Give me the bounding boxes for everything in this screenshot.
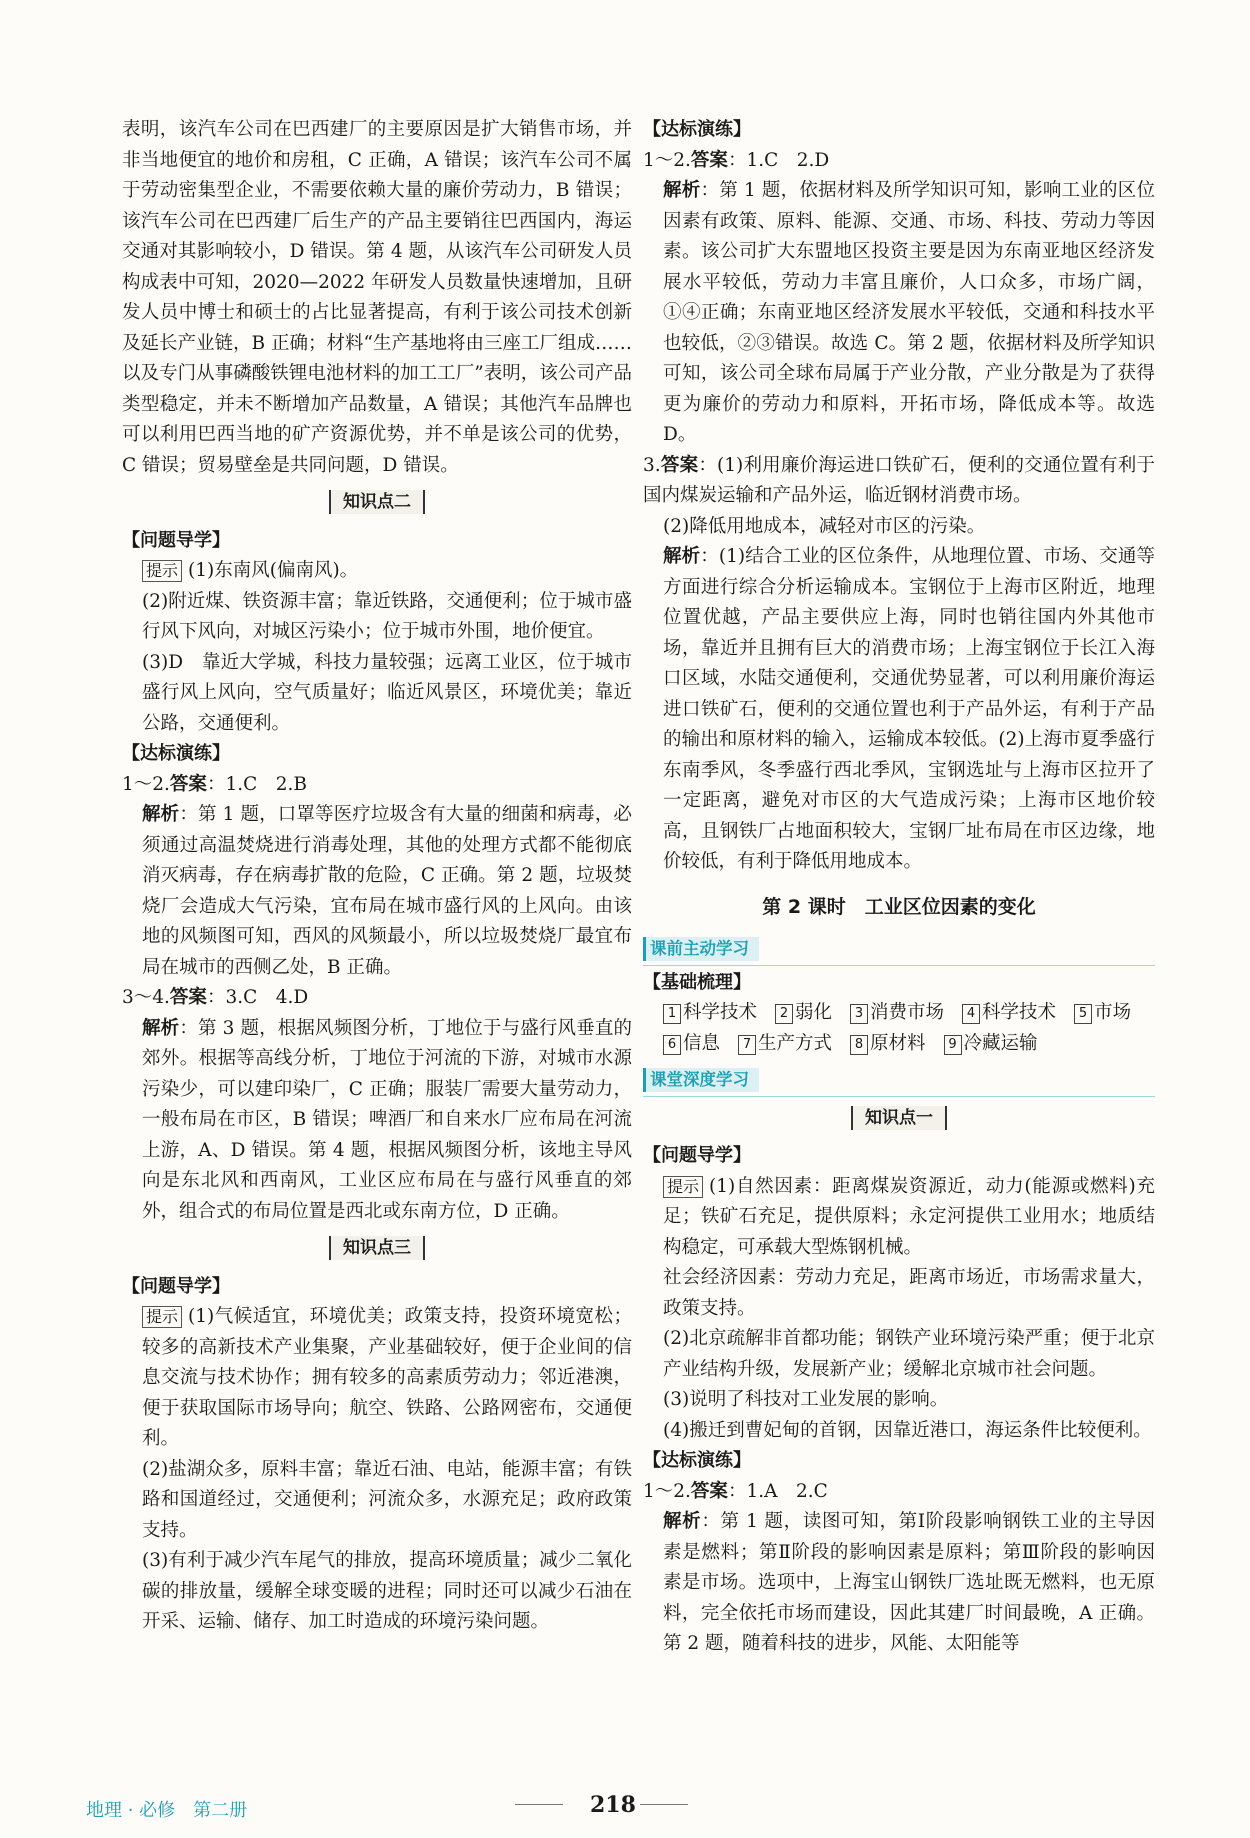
answer-text: ：3.C 4.D: [206, 987, 309, 1008]
explanation-text: ：第 1 题，依据材料及所学知识可知，影响工业的区位因素有政策、原料、能源、交通、市场、科技、劳动力等因素。该公司扩大东盟地区投资主要是因为东南亚地区经济发展水平较低，劳动力丰富且廉价，人口众多，市场广阔，①④正确；东南亚地区经济发展水平较低，交通和科技水平也较低，②③错误。故选 C。第 2 题，依据材料及所学知识可知，该公司全球布局属于产业分散，产业分散是为了获得更为廉价的劳动力和原料，开拓市场，降低成本等。故选 D。: [663, 180, 1155, 445]
fill-in-item: [850, 998, 944, 1029]
item-text: 冷藏运输: [963, 1032, 1038, 1054]
tip-text: (1)气候适宜，环境优美；政策支持，投资环境宽松；较多的高新技术产业集聚，产业基础较好，便于企业间的信息交流与技术协作；拥有较多的高素质劳动力；邻近港澳，便于获取国际市场导向；航空、铁路、公路网密布，交通便利。: [142, 1306, 632, 1449]
explanation-label: 解析: [142, 804, 180, 825]
item-number-box: 9: [944, 1035, 962, 1055]
fill-in-answers: [643, 998, 1155, 1059]
section-band-label: 课堂深度学习: [643, 1068, 759, 1092]
item-number-box: 3: [850, 1004, 868, 1024]
tip-paragraph: [122, 556, 632, 587]
item-number-box: 6: [663, 1035, 681, 1055]
explanation: [122, 800, 632, 983]
knowledge-point-label: 知识点一: [851, 1106, 947, 1130]
answer-text: ：1.A 2.C: [727, 1480, 828, 1502]
paragraph: (2)北京疏解非首都功能；钢铁产业环境污染严重；便于北京产业结构升级，发展新产业；缓解北京城市社会问题。: [663, 1328, 1155, 1380]
right-column: [643, 115, 1155, 1660]
explanation-label: 解析: [142, 1017, 180, 1039]
knowledge-point-label: 知识点三: [329, 1236, 425, 1260]
page-rule-left: [515, 1804, 563, 1805]
explanation-label: 解析: [663, 180, 701, 201]
item-text: 科学技术: [982, 1002, 1057, 1023]
paragraph: (2)降低用地成本，减轻对市区的污染。: [663, 515, 986, 537]
fill-in-item: [663, 1029, 720, 1060]
fill-in-item: [663, 998, 757, 1029]
explanation: [122, 1014, 632, 1228]
answer-line: [643, 1477, 1155, 1508]
answer-text: ：1.C 2.D: [727, 149, 830, 171]
answer-line: [122, 770, 632, 801]
answer-number: 1～2.: [643, 1480, 691, 1502]
section-heading: 【问题导学】: [122, 529, 230, 551]
section-heading: 【达标演练】: [643, 119, 751, 140]
answer-text: ：1.C 2.B: [206, 773, 307, 795]
left-column: [122, 115, 632, 1638]
answer-label: 答案: [660, 454, 699, 476]
paragraph: (3)D 靠近大学城，科技力量较强；远离工业区，位于城市盛行风上风向，空气质量好；临近风景区，环境优美；靠近公路，交通便利。: [142, 651, 632, 734]
section-band-label: 课前主动学习: [643, 937, 759, 961]
paragraph: (2)附近煤、铁资源丰富；靠近铁路，交通便利；位于城市盛行风下风向，对城区污染小；位于城市外围，地价便宜。: [142, 590, 632, 642]
answer-label: 答案: [690, 149, 728, 171]
item-text: 市场: [1094, 1002, 1132, 1023]
section-band: [643, 1065, 1155, 1097]
tip-paragraph: [122, 1302, 632, 1455]
section-heading: 【达标演练】: [122, 743, 230, 764]
item-text: 科学技术: [683, 1002, 758, 1023]
page-rule-right: [640, 1804, 688, 1805]
item-number-box: 5: [1074, 1004, 1092, 1024]
knowledge-point-heading: [122, 487, 632, 518]
paragraph: 表明，该汽车公司在巴西建厂的主要原因是扩大销售市场，并非当地便宜的地价和房租，C 正确，A 错误；该汽车公司不属于劳动密集型企业，不需要依赖大量的廉价劳动力，B 错误；该汽车公司在巴西建厂后生产的产品主要销往巴西国内，海运交通对其影响较小，D 错误。第 4 题，从该汽车公司研发人员构成表中可知，2020—2022 年研发人员数量快速增加，且研发人员中博士和硕士的占比显著提高，有利于该公司技术创新及延长产业链，B 正确；材料“生产基地将由三座工厂组成……以及专门从事磷酸铁锂电池材料的加工工厂”表明，该公司产品类型稳定，并未不断增加产品数量，A 错误；其他汽车品牌也可以利用巴西当地的矿产资源优势，并不单是该公司的优势，C 错误；贸易壁垒是共同问题，D 错误。: [122, 119, 632, 476]
paragraph: (2)盐湖众多，原料丰富；靠近石油、电站，能源丰富；有铁路和国道经过，交通便利；河流众多，水源充足；政府政策支持。: [142, 1458, 632, 1541]
answer-label: 答案: [169, 987, 207, 1008]
item-number-box: 2: [775, 1004, 793, 1024]
paragraph: (3)说明了科技对工业发展的影响。: [663, 1389, 949, 1410]
paragraph: 社会经济因素：劳动力充足，距离市场近，市场需求量大，政策支持。: [663, 1267, 1155, 1319]
tip-label: 提示: [142, 560, 182, 582]
fill-in-item: [944, 1029, 1038, 1060]
item-number-box: 8: [850, 1035, 868, 1055]
paragraph: (3)有利于减少汽车尾气的排放，提高环境质量；减少二氧化碳的排放量，缓解全球变暖的进程；同时还可以减少石油在开采、运输、储存、加工时造成的环境污染问题。: [142, 1550, 632, 1632]
tip-label: 提示: [663, 1176, 703, 1198]
explanation: [643, 176, 1155, 451]
explanation-text: ：第 1 题，口罩等医疗垃圾含有大量的细菌和病毒，必须通过高温焚烧进行消毒处理，其他的处理方式都不能彻底消灭病毒，存在病毒扩散的危险，C 正确。第 2 题，垃圾焚烧厂会造成大气污染，宜布局在城市盛行风的上风向。由该地的风频图可知，西风的风频最小，所以垃圾焚烧厂最宜布局在城市的西侧乙处，B 正确。: [142, 804, 632, 978]
item-text: 消费市场: [870, 1002, 945, 1023]
tip-label: 提示: [142, 1306, 182, 1328]
answer-text: ：(1)利用廉价海运进口铁矿石，便利的交通位置有利于国内煤炭运输和产品外运，临近钢材消费市场。: [643, 454, 1155, 506]
explanation-label: 解析: [663, 546, 701, 567]
explanation-label: 解析: [663, 1511, 702, 1532]
section-band: [643, 934, 1155, 966]
answer-label: 答案: [169, 773, 207, 795]
item-text: 原材料: [870, 1032, 926, 1054]
explanation: [643, 1507, 1155, 1660]
item-text: 弱化: [795, 1002, 833, 1023]
section-heading: 【达标演练】: [643, 1450, 751, 1471]
lesson-title: 第 2 课时 工业区位因素的变化: [762, 895, 1036, 918]
fill-in-item: [738, 1029, 832, 1060]
answer-number: 3.: [643, 454, 661, 476]
section-heading: 【问题导学】: [122, 1275, 230, 1297]
answer-line: [643, 451, 1155, 512]
answer-line: [122, 983, 632, 1014]
item-number-box: 1: [663, 1004, 681, 1024]
item-number-box: 7: [738, 1035, 756, 1055]
knowledge-point-label: 知识点二: [329, 490, 425, 514]
answer-number: 1～2.: [122, 773, 170, 795]
item-number-box: 4: [962, 1004, 980, 1024]
answer-label: 答案: [690, 1480, 728, 1502]
paragraph: (4)搬迁到曹妃甸的首钢，因靠近港口，海运条件比较便利。: [663, 1419, 1152, 1441]
page-number: 218: [590, 1792, 636, 1818]
fill-in-item: [850, 1029, 926, 1060]
item-text: 信息: [683, 1032, 721, 1054]
fill-in-item: [775, 998, 832, 1029]
section-heading: 【基础梳理】: [643, 971, 751, 993]
book-title: 地理 · 必修 第二册: [86, 1800, 248, 1821]
knowledge-point-heading: [122, 1233, 632, 1264]
section-heading: 【问题导学】: [643, 1145, 751, 1166]
answer-number: 1～2.: [643, 149, 691, 171]
explanation: [643, 542, 1155, 878]
explanation-text: ：(1)结合工业的区位条件，从地理位置、市场、交通等方面进行综合分析运输成本。宝钢位于上海市区附近，地理位置优越，产品主要供应上海，同时也销往国内外其他市场，靠近并且拥有巨大的消费市场；上海宝钢位于长江入海口区域，水陆交通便利，交通优势显著，可以利用廉价海运进口铁矿石，便利的交通位置也利于产品外运，有利于产品的输出和原材料的输入，运输成本较低。(2)上海市夏季盛行东南季风，冬季盛行西北季风，宝钢选址与上海市区拉开了一定距离，避免对市区的大气造成污染；上海市区地价较高，且钢铁厂占地面积较大，宝钢厂址布局在市区边缘，地价较低，有利于降低用地成本。: [663, 546, 1155, 872]
tip-text: (1)自然因素：距离煤炭资源近，动力(能源或燃料)充足；铁矿石充足，提供原料；永定河提供工业用水；地质结构稳定，可承载大型炼钢机械。: [663, 1175, 1155, 1258]
answer-number: 3～4.: [122, 987, 170, 1008]
tip-paragraph: [643, 1172, 1155, 1264]
knowledge-point-heading: [643, 1103, 1155, 1134]
explanation-text: ：第 1 题，读图可知，第Ⅰ阶段影响钢铁工业的主导因素是燃料；第Ⅱ阶段的影响因素是原料；第Ⅲ阶段的影响因素是市场。选项中，上海宝山钢铁厂选址既无燃料，也无原料，完全依托市场而建设，因此其建厂时间最晚，A 正确。第 2 题，随着科技的进步，风能、太阳能等: [663, 1511, 1155, 1654]
explanation-text: ：第 3 题，根据风频图分析，丁地位于与盛行风垂直的郊外。根据等高线分析，丁地位于河流的下游，对城市水源污染少，可以建印染厂，C 正确；服装厂需要大量劳动力，一般布局在市区，B 错误；啤酒厂和自来水厂应布局在河流上游，A、D 错误。第 4 题，根据风频图分析，该地主导风向是东北风和西南风，工业区应布局在与盛行风垂直的郊外，组合式的布局位置是西北或东南方位，D 正确。: [142, 1017, 632, 1222]
fill-in-item: [1074, 998, 1131, 1029]
item-text: 生产方式: [758, 1032, 833, 1054]
fill-in-item: [962, 998, 1056, 1029]
tip-text: (1)东南风(偏南风)。: [188, 560, 359, 581]
answer-line: [643, 146, 1155, 177]
